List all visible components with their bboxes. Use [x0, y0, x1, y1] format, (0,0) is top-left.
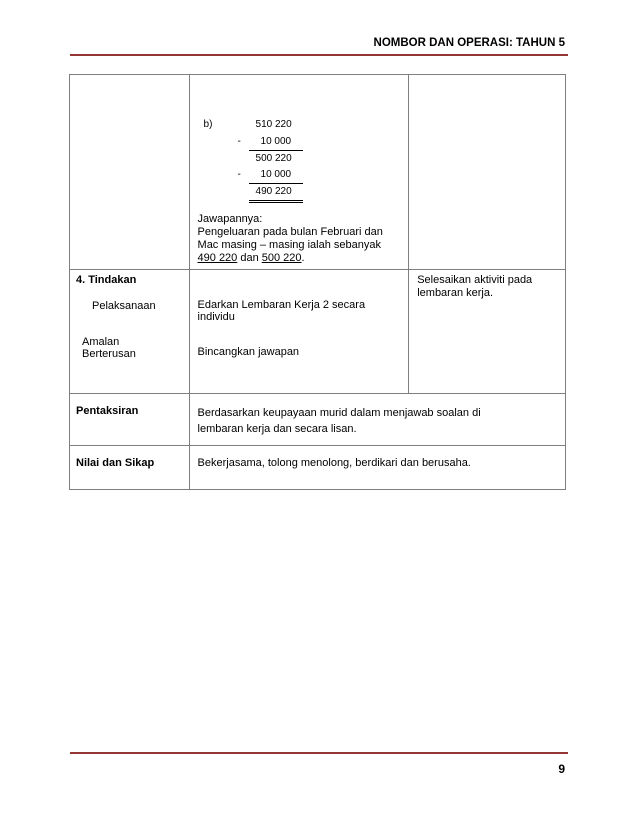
nilai-label: Nilai dan Sikap	[76, 457, 155, 469]
underline-1	[249, 150, 303, 151]
cell-nilai-label	[70, 446, 190, 490]
table-row-nilai	[70, 446, 566, 490]
cell-tindakan-label	[70, 270, 190, 394]
pentaksiran-label: Pentaksiran	[76, 405, 139, 417]
table-row-tindakan	[70, 270, 566, 394]
calc-line-4: 10 000	[260, 169, 292, 180]
answer-line-3	[198, 252, 409, 265]
minus-sign-1: -	[237, 136, 241, 147]
answer-value-2: 500 220	[261, 252, 302, 264]
lesson-plan-table	[69, 74, 566, 490]
activity-2: Bincangkan jawapan	[197, 346, 300, 358]
table-row-pentaksiran	[70, 394, 566, 446]
page-header-title: NOMBOR DAN OPERASI: TAHUN 5	[373, 37, 565, 49]
part-label: b)	[203, 119, 213, 130]
double-underline-b	[249, 202, 303, 203]
underline-2	[249, 183, 303, 184]
cell-empty-right	[409, 75, 566, 270]
answer-period: .	[301, 252, 305, 264]
cell-pentaksiran-text	[189, 394, 565, 446]
cell-tindakan-activities	[189, 270, 409, 394]
tindakan-note: Selesaikan aktiviti pada lembaran kerja.	[417, 274, 533, 299]
table-row-calculation	[70, 75, 566, 270]
answer-line-2: Mac masing – masing ialah sebanyak	[197, 239, 381, 251]
answer-conjunction: dan	[237, 252, 262, 264]
subtraction-working	[204, 75, 409, 203]
pelaksanaan-label: Pelaksanaan	[92, 300, 156, 312]
amalan-label: Amalan	[82, 336, 120, 348]
cell-empty-left	[70, 75, 190, 270]
answer-value-1: 490 220	[197, 252, 238, 264]
cell-calculation	[189, 75, 409, 270]
calc-line-2: 10 000	[260, 136, 292, 147]
answer-line-1: Pengeluaran pada bulan Februari dan	[197, 226, 383, 238]
minus-sign-2: -	[237, 169, 241, 180]
page-number: 9	[558, 762, 565, 776]
calc-line-3: 500 220	[255, 153, 292, 164]
cell-tindakan-note	[409, 270, 566, 394]
pentaksiran-text: Berdasarkan keupayaan murid dalam menjawab soalan di lembaran kerja dan secara lisan.	[197, 407, 481, 435]
calc-result: 490 220	[255, 186, 292, 197]
footer-rule	[70, 752, 568, 754]
header-rule	[70, 54, 568, 56]
cell-pentaksiran-label	[70, 394, 190, 446]
answer-block	[198, 213, 409, 265]
cell-nilai-text	[189, 446, 565, 490]
double-underline-a	[249, 200, 303, 201]
nilai-text: Bekerjasama, tolong menolong, berdikari dan berusaha.	[197, 457, 471, 469]
activity-1-line-1: Edarkan Lembaran Kerja 2 secara	[197, 299, 366, 311]
berterusan-label: Berterusan	[82, 348, 136, 360]
answer-heading: Jawapannya:	[197, 213, 263, 225]
activity-1-line-2: individu	[197, 311, 235, 323]
tindakan-title: 4. Tindakan	[76, 274, 137, 286]
calc-line-1: 510 220	[255, 119, 292, 130]
